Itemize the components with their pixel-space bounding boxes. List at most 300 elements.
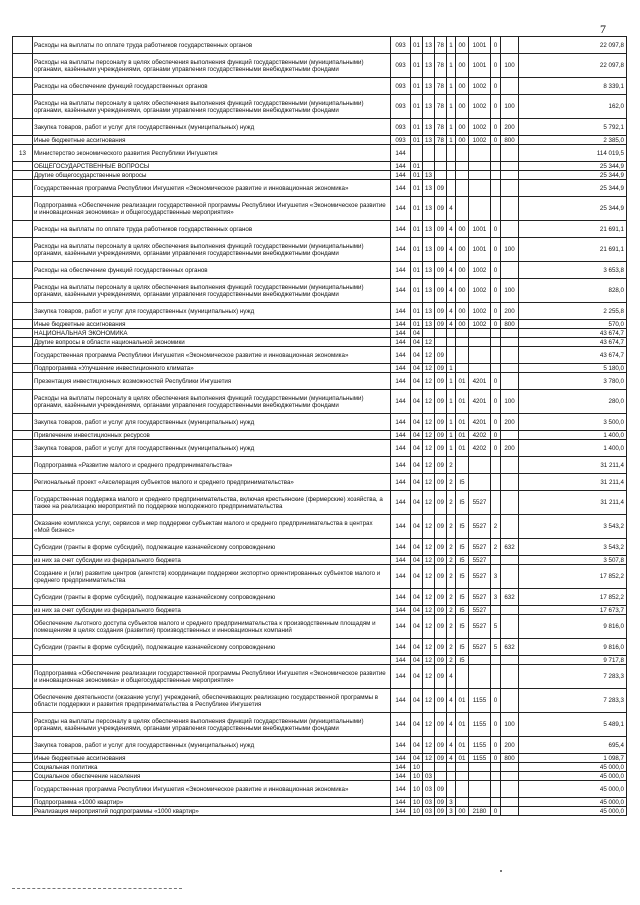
code-program: 09: [435, 303, 447, 320]
row-amount: 31 211,4: [519, 457, 627, 474]
code-subsection: 13: [423, 238, 435, 262]
code-section: 04: [411, 665, 423, 689]
code-subprogram: [447, 772, 456, 781]
code-direction: I5: [456, 615, 469, 639]
table-row: [13, 457, 627, 474]
row-number: [13, 54, 33, 78]
code-section: 04: [411, 737, 423, 754]
footer-dot: [500, 870, 502, 872]
row-number: [13, 639, 33, 656]
code-direction: [456, 781, 469, 798]
code-expense: 4201: [469, 414, 491, 431]
row-number: [13, 119, 33, 136]
code-program: 09: [435, 639, 447, 656]
code-section: 10: [411, 781, 423, 798]
code-suffix: 3: [491, 565, 501, 589]
code-program: [435, 145, 447, 162]
code-expense-type: 800: [501, 320, 519, 329]
code-direction: I5: [456, 656, 469, 665]
code-subprogram: 2: [447, 656, 456, 665]
code-ministry: 144: [391, 221, 411, 238]
code-expense-type: [501, 457, 519, 474]
code-ministry: 144: [391, 329, 411, 338]
code-program: 09: [435, 414, 447, 431]
code-program: 78: [435, 54, 447, 78]
table-row: [13, 539, 627, 556]
code-subprogram: 2: [447, 639, 456, 656]
code-subprogram: [447, 329, 456, 338]
row-number: [13, 303, 33, 320]
code-expense: [469, 347, 491, 364]
row-number: [13, 763, 33, 772]
code-section: 01: [411, 136, 423, 145]
code-direction: I5: [456, 539, 469, 556]
code-expense: 1155: [469, 737, 491, 754]
table-row: [13, 772, 627, 781]
table-row: [13, 781, 627, 798]
row-amount: 45 000,0: [519, 772, 627, 781]
code-subsection: 13: [423, 171, 435, 180]
row-number: [13, 180, 33, 197]
row-name: Оказание комплекса услуг, сервисов и мер поддержки субъектам малого и среднего предпринимательства в центрах «Мой бизнес»: [33, 515, 391, 539]
row-name: из них за счет субсидии из федерального бюджета: [33, 556, 391, 565]
row-name: Расходы на выплаты по оплате труда работников государственных органов: [33, 37, 391, 54]
code-ministry: 144: [391, 515, 411, 539]
code-direction: 01: [456, 440, 469, 457]
code-suffix: [491, 329, 501, 338]
row-number: [13, 37, 33, 54]
code-program: [435, 338, 447, 347]
code-expense-type: [501, 373, 519, 390]
row-name: [33, 656, 391, 665]
code-expense: 4202: [469, 431, 491, 440]
code-expense-type: [501, 565, 519, 589]
code-program: 78: [435, 78, 447, 95]
code-expense-type: [501, 606, 519, 615]
code-expense-type: [501, 347, 519, 364]
code-subprogram: [447, 145, 456, 162]
code-section: 01: [411, 303, 423, 320]
code-subprogram: 2: [447, 589, 456, 606]
code-section: 04: [411, 556, 423, 565]
code-suffix: [491, 145, 501, 162]
code-direction: 01: [456, 431, 469, 440]
code-subprogram: 4: [447, 689, 456, 713]
code-program: [435, 763, 447, 772]
code-section: 04: [411, 329, 423, 338]
code-expense: [469, 180, 491, 197]
code-subprogram: 1: [447, 37, 456, 54]
code-suffix: 0: [491, 414, 501, 431]
code-suffix: [491, 474, 501, 491]
code-direction: [456, 763, 469, 772]
code-subsection: 13: [423, 262, 435, 279]
table-row: [13, 665, 627, 689]
code-ministry: 144: [391, 763, 411, 772]
code-program: 09: [435, 390, 447, 414]
row-name: Иные бюджетные ассигнования: [33, 754, 391, 763]
code-direction: I5: [456, 639, 469, 656]
code-direction: [456, 171, 469, 180]
code-program: 09: [435, 373, 447, 390]
code-ministry: 093: [391, 136, 411, 145]
code-ministry: 144: [391, 665, 411, 689]
table-row: [13, 303, 627, 320]
code-expense-type: [501, 37, 519, 54]
code-section: 10: [411, 798, 423, 807]
code-suffix: [491, 556, 501, 565]
code-expense-type: 100: [501, 95, 519, 119]
code-section: 01: [411, 320, 423, 329]
code-subprogram: 2: [447, 615, 456, 639]
row-amount: 45 000,0: [519, 807, 627, 816]
code-ministry: 144: [391, 781, 411, 798]
code-expense: 4201: [469, 390, 491, 414]
code-program: 09: [435, 689, 447, 713]
row-number: [13, 474, 33, 491]
row-name: Субсидии (гранты в форме субсидий), подлежащие казначейскому сопровождению: [33, 589, 391, 606]
code-expense-type: [501, 689, 519, 713]
code-subsection: 12: [423, 556, 435, 565]
code-section: 04: [411, 539, 423, 556]
code-program: 09: [435, 347, 447, 364]
code-direction: [456, 162, 469, 171]
code-expense: [469, 781, 491, 798]
code-subsection: 12: [423, 414, 435, 431]
table-row: [13, 221, 627, 238]
table-row: [13, 279, 627, 303]
row-number: [13, 338, 33, 347]
code-direction: 00: [456, 37, 469, 54]
row-amount: 9 816,0: [519, 615, 627, 639]
table-row: [13, 119, 627, 136]
code-section: 04: [411, 474, 423, 491]
code-expense: 5527: [469, 615, 491, 639]
table-row: [13, 145, 627, 162]
code-suffix: 0: [491, 262, 501, 279]
code-subprogram: [447, 171, 456, 180]
code-program: 09: [435, 515, 447, 539]
code-expense: [469, 197, 491, 221]
code-suffix: [491, 798, 501, 807]
code-subprogram: [447, 763, 456, 772]
code-program: 09: [435, 197, 447, 221]
code-ministry: 144: [391, 338, 411, 347]
code-direction: [456, 338, 469, 347]
code-program: 09: [435, 798, 447, 807]
code-section: 04: [411, 589, 423, 606]
code-ministry: 144: [391, 689, 411, 713]
code-ministry: 144: [391, 414, 411, 431]
code-expense-type: [501, 798, 519, 807]
code-section: 01: [411, 262, 423, 279]
row-name: Расходы на выплаты персоналу в целях обеспечения выполнения функций государственными (муниципальными) органами, казёнными учреждениями, органами управления государственными внебюджетными фондами: [33, 390, 391, 414]
code-section: 10: [411, 807, 423, 816]
code-subsection: 13: [423, 119, 435, 136]
budget-table: [12, 36, 627, 816]
row-amount: 17 852,2: [519, 589, 627, 606]
row-amount: 8 339,1: [519, 78, 627, 95]
code-section: 01: [411, 95, 423, 119]
table-row: [13, 763, 627, 772]
row-number: [13, 615, 33, 639]
code-expense: 1001: [469, 238, 491, 262]
code-suffix: 0: [491, 737, 501, 754]
table-row: [13, 515, 627, 539]
row-amount: 1 098,7: [519, 754, 627, 763]
code-ministry: 144: [391, 737, 411, 754]
code-suffix: 0: [491, 807, 501, 816]
code-direction: [456, 197, 469, 221]
code-subprogram: 2: [447, 565, 456, 589]
code-section: 04: [411, 713, 423, 737]
code-direction: 01: [456, 754, 469, 763]
table-row: [13, 798, 627, 807]
code-expense: 1002: [469, 136, 491, 145]
code-section: 04: [411, 373, 423, 390]
code-program: 09: [435, 440, 447, 457]
row-number: [13, 491, 33, 515]
code-expense-type: [501, 431, 519, 440]
code-expense-type: [501, 329, 519, 338]
table-row: [13, 78, 627, 95]
code-expense: 1002: [469, 320, 491, 329]
code-subsection: [423, 763, 435, 772]
code-suffix: [491, 772, 501, 781]
row-number: [13, 556, 33, 565]
table-row: [13, 414, 627, 431]
code-expense: 5527: [469, 515, 491, 539]
code-section: 04: [411, 606, 423, 615]
row-number: [13, 373, 33, 390]
code-expense-type: [501, 665, 519, 689]
code-expense: 5527: [469, 556, 491, 565]
page-number: 7: [600, 22, 606, 36]
code-expense: 5527: [469, 589, 491, 606]
table-row: [13, 136, 627, 145]
code-program: 09: [435, 457, 447, 474]
code-program: 09: [435, 320, 447, 329]
row-name: Обеспечение деятельности (оказание услуг) учреждений, обеспечивающих реализацию государственной программы в области поддержки и развития предпринимательства в Республике Ингушетия: [33, 689, 391, 713]
code-program: [435, 162, 447, 171]
code-ministry: 144: [391, 440, 411, 457]
code-expense-type: [501, 162, 519, 171]
code-ministry: 144: [391, 180, 411, 197]
code-expense-type: 800: [501, 136, 519, 145]
row-name: Обеспечение льготного доступа субъектов малого и среднего предпринимательства к производственным площадям и помещениям в целях создания (развития) производственных и инновационных компаний: [33, 615, 391, 639]
row-number: [13, 431, 33, 440]
code-expense-type: 200: [501, 414, 519, 431]
row-number: [13, 171, 33, 180]
code-suffix: [491, 180, 501, 197]
code-suffix: 0: [491, 78, 501, 95]
code-subprogram: 1: [447, 78, 456, 95]
row-amount: 2 255,8: [519, 303, 627, 320]
code-ministry: 144: [391, 303, 411, 320]
code-expense-type: 200: [501, 737, 519, 754]
code-expense: 1002: [469, 119, 491, 136]
code-program: 78: [435, 37, 447, 54]
code-section: 04: [411, 615, 423, 639]
code-direction: [456, 329, 469, 338]
code-program: 78: [435, 136, 447, 145]
code-subsection: 13: [423, 221, 435, 238]
table-row: [13, 338, 627, 347]
code-subprogram: 4: [447, 303, 456, 320]
row-amount: 2 385,0: [519, 136, 627, 145]
code-expense-type: 100: [501, 54, 519, 78]
row-number: [13, 754, 33, 763]
row-number: [13, 136, 33, 145]
code-suffix: [491, 364, 501, 373]
row-number: [13, 772, 33, 781]
code-subsection: 12: [423, 539, 435, 556]
code-expense-type: [501, 515, 519, 539]
row-name: Расходы на выплаты персоналу в целях обеспечения выполнения функций государственными (муниципальными) органами, казёнными учреждениями, органами управления государственными внебюджетными фондами: [33, 95, 391, 119]
code-suffix: 0: [491, 320, 501, 329]
code-subprogram: 1: [447, 119, 456, 136]
code-subsection: 12: [423, 754, 435, 763]
code-subsection: 13: [423, 320, 435, 329]
code-suffix: 0: [491, 136, 501, 145]
code-expense: [469, 772, 491, 781]
code-subsection: 12: [423, 390, 435, 414]
code-expense-type: 632: [501, 589, 519, 606]
row-name: Расходы на обеспечение функций государственных органов: [33, 78, 391, 95]
code-subsection: 03: [423, 807, 435, 816]
code-section: 04: [411, 440, 423, 457]
code-suffix: 3: [491, 589, 501, 606]
code-suffix: [491, 781, 501, 798]
code-direction: 01: [456, 737, 469, 754]
code-expense: [469, 656, 491, 665]
row-amount: 570,0: [519, 320, 627, 329]
code-ministry: 144: [391, 347, 411, 364]
row-name: Иные бюджетные ассигнования: [33, 136, 391, 145]
table-row: [13, 390, 627, 414]
code-ministry: 144: [391, 390, 411, 414]
code-expense: 4201: [469, 373, 491, 390]
code-ministry: 144: [391, 491, 411, 515]
row-number: [13, 665, 33, 689]
code-expense-type: [501, 556, 519, 565]
code-ministry: 144: [391, 615, 411, 639]
code-program: 09: [435, 491, 447, 515]
code-program: 78: [435, 119, 447, 136]
code-suffix: [491, 763, 501, 772]
code-program: 09: [435, 556, 447, 565]
row-amount: 828,0: [519, 279, 627, 303]
code-section: 04: [411, 491, 423, 515]
code-direction: I5: [456, 565, 469, 589]
code-expense-type: [501, 180, 519, 197]
code-section: 04: [411, 639, 423, 656]
code-direction: [456, 772, 469, 781]
code-section: 04: [411, 338, 423, 347]
code-suffix: 0: [491, 754, 501, 763]
code-section: 04: [411, 565, 423, 589]
code-ministry: 144: [391, 373, 411, 390]
code-program: 78: [435, 95, 447, 119]
code-direction: 00: [456, 119, 469, 136]
code-section: 04: [411, 390, 423, 414]
code-direction: [456, 347, 469, 364]
table-row: [13, 95, 627, 119]
code-section: 01: [411, 279, 423, 303]
row-number: [13, 565, 33, 589]
row-amount: 1 400,0: [519, 440, 627, 457]
code-direction: 00: [456, 807, 469, 816]
code-ministry: 144: [391, 171, 411, 180]
row-number: [13, 440, 33, 457]
code-section: 04: [411, 364, 423, 373]
row-name: Министерство экономического развития Республики Ингушетия: [33, 145, 391, 162]
code-expense-type: [501, 656, 519, 665]
code-ministry: 144: [391, 320, 411, 329]
code-subprogram: 1: [447, 136, 456, 145]
table-row: [13, 180, 627, 197]
row-amount: 3 507,8: [519, 556, 627, 565]
code-program: 09: [435, 781, 447, 798]
code-program: 09: [435, 262, 447, 279]
code-subsection: 12: [423, 656, 435, 665]
budget-table-body: [13, 37, 627, 816]
row-amount: 1 400,0: [519, 431, 627, 440]
row-name: ОБЩЕГОСУДАРСТВЕННЫЕ ВОПРОСЫ: [33, 162, 391, 171]
row-amount: 5 489,1: [519, 713, 627, 737]
code-expense: 5527: [469, 606, 491, 615]
code-ministry: 144: [391, 539, 411, 556]
code-subsection: 03: [423, 781, 435, 798]
code-direction: I5: [456, 589, 469, 606]
code-subprogram: 4: [447, 197, 456, 221]
code-subprogram: 2: [447, 515, 456, 539]
code-expense: 1001: [469, 221, 491, 238]
code-direction: [456, 364, 469, 373]
row-number: [13, 364, 33, 373]
code-section: 01: [411, 78, 423, 95]
code-section: 10: [411, 772, 423, 781]
code-expense: [469, 171, 491, 180]
row-amount: 17 673,7: [519, 606, 627, 615]
row-name: Субсидии (гранты в форме субсидий), подлежащие казначейскому сопровождению: [33, 539, 391, 556]
table-row: [13, 440, 627, 457]
row-number: [13, 221, 33, 238]
row-number: [13, 162, 33, 171]
code-expense: 1001: [469, 54, 491, 78]
code-subsection: [423, 329, 435, 338]
row-name: Другие общегосударственные вопросы: [33, 171, 391, 180]
row-name: НАЦИОНАЛЬНАЯ ЭКОНОМИКА: [33, 329, 391, 338]
row-name: Государственная поддержка малого и среднего предпринимательства, включая крестьянские (фермерские) хозяйства, а также на реализацию мероприятий по поддержке молодежного предпринимательства: [33, 491, 391, 515]
code-ministry: 144: [391, 754, 411, 763]
code-expense: 5527: [469, 639, 491, 656]
code-expense-type: [501, 171, 519, 180]
code-expense-type: 200: [501, 440, 519, 457]
row-amount: 22 097,8: [519, 54, 627, 78]
code-program: 09: [435, 364, 447, 373]
row-name: Создание и (или) развитие центров (агентств) координации поддержки экспортно ориентированных субъектов малого и среднего предпринимательства: [33, 565, 391, 589]
row-amount: 45 000,0: [519, 798, 627, 807]
table-row: [13, 491, 627, 515]
code-expense: [469, 162, 491, 171]
code-section: 04: [411, 347, 423, 364]
code-subsection: 12: [423, 615, 435, 639]
code-program: 09: [435, 221, 447, 238]
table-row: [13, 197, 627, 221]
code-suffix: 0: [491, 221, 501, 238]
row-amount: 21 691,1: [519, 238, 627, 262]
